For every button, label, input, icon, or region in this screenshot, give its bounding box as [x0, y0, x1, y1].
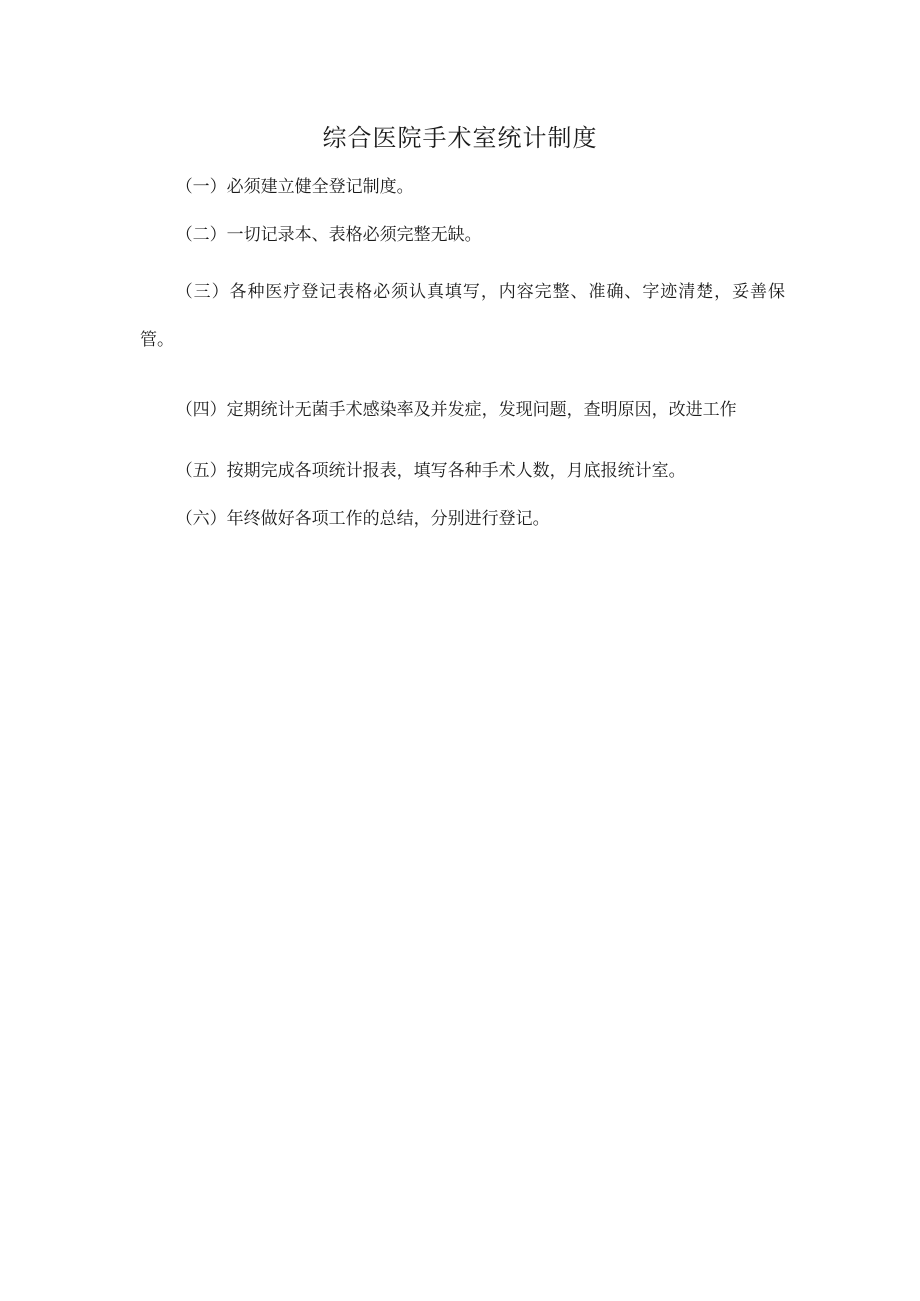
rule-item-6: （六）年终做好各项工作的总结，分别进行登记。 [175, 509, 550, 529]
rule-item-5: （五）按期完成各项统计报表，填写各种手术人数，月底报统计室。 [175, 461, 686, 481]
document-body [140, 172, 785, 552]
rule-item-1: （一）必须建立健全登记制度。 [175, 177, 414, 197]
document-title: 综合医院手术室统计制度 [322, 124, 598, 152]
rule-item-2: （二）一切记录本、表格必须完整无缺。 [175, 225, 482, 245]
rule-item-3: （三）各种医疗登记表格必须认真填写，内容完整、准确、字迹清楚，妥善保管。 [140, 282, 785, 350]
rule-item-4: （四）定期统计无菌手术感染率及并发症，发现问题，查明原因，改进工作 [175, 400, 737, 420]
